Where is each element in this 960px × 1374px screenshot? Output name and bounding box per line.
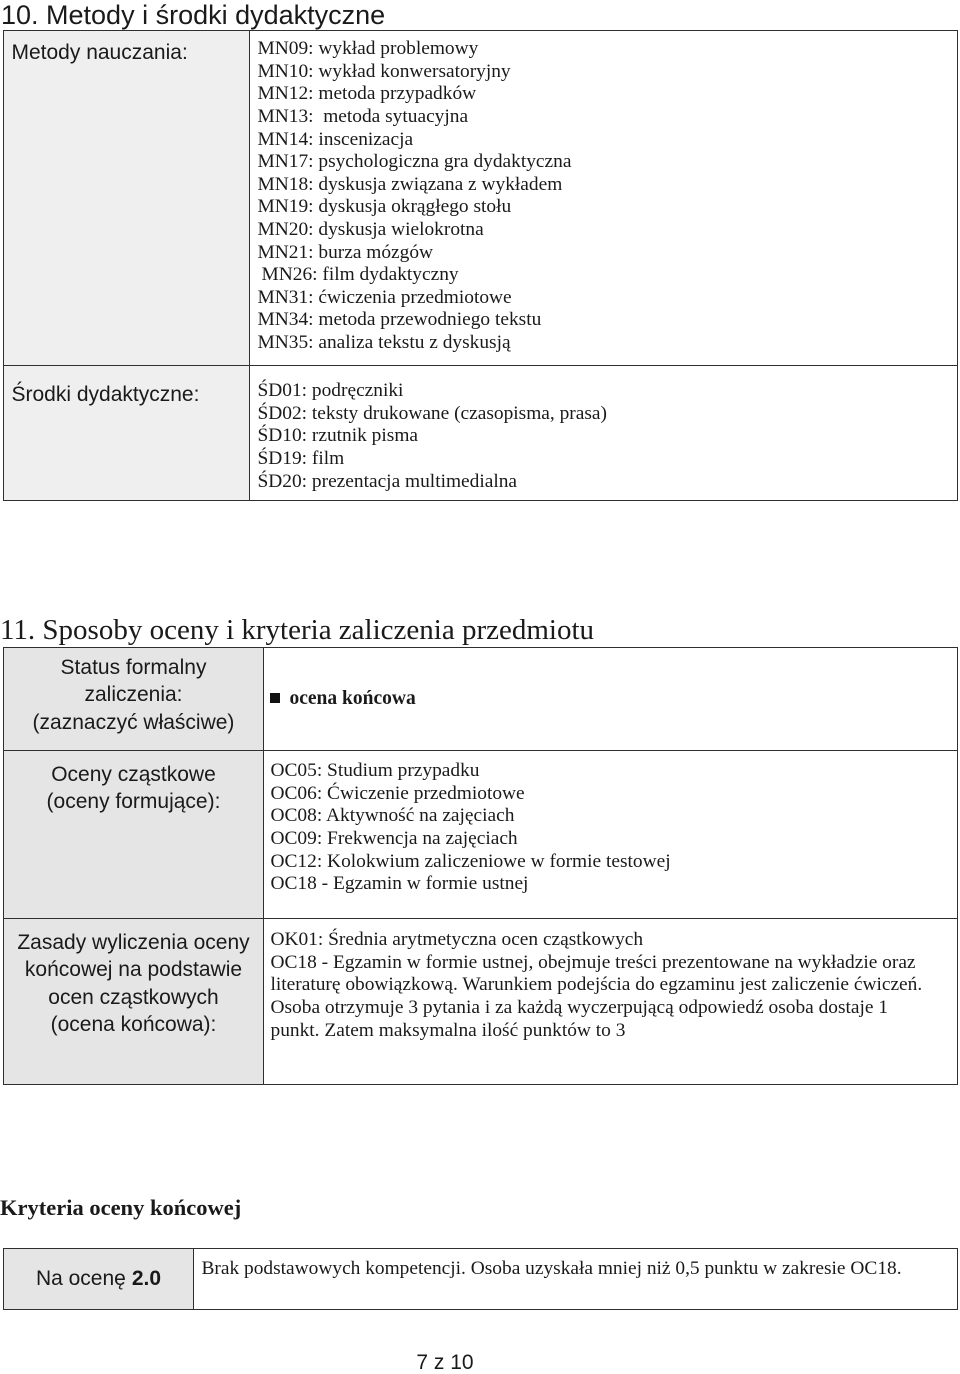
partial-grades-list: [264, 751, 957, 919]
label-cell-partial-grades: [4, 751, 264, 919]
label-cell-status: [4, 648, 264, 751]
list-item: OC06: Ćwiczenie przedmiotowe: [270, 782, 525, 804]
label-cell-final-rules: [4, 919, 264, 1084]
grade-description-cell: [194, 1249, 957, 1309]
status-value: ocena końcowa: [289, 688, 416, 709]
text-line: OC18 - Egzamin w formie ustnej, obejmuje treści prezentowane na wykładzie oraz: [270, 951, 916, 973]
list-item: ŚD10: rzutnik pisma: [257, 425, 419, 447]
final-criteria-table: [3, 1248, 958, 1310]
final-rules-label-line: ocen cząstkowych: [48, 985, 219, 1009]
teaching-aids-list: [250, 366, 957, 500]
page-number: 7 z 10: [416, 1351, 474, 1374]
final-rules-label-line: (ocena końcowa):: [50, 1013, 217, 1037]
section-heading-assessment: 11. Sposoby oceny i kryteria zaliczenia przedmiotu: [0, 614, 595, 646]
grade-label-cell: [4, 1249, 194, 1309]
list-item: MN19: dyskusja okrągłego stołu: [257, 196, 512, 218]
list-item: ŚD02: teksty drukowane (czasopisma, prasa): [257, 402, 607, 424]
grade-label: Na ocenę: [35, 1267, 126, 1290]
status-label-line: zaliczenia:: [84, 683, 183, 707]
list-item: MN10: wykład konwersatoryjny: [257, 60, 511, 82]
list-item: MN12: metoda przypadków: [257, 83, 477, 105]
text-line: literaturę obowiązkową. Warunkiem podejścia do egzaminu jest zaliczenie ćwiczeń.: [270, 974, 923, 996]
teaching-methods-list: [250, 31, 957, 366]
list-item: MN31: ćwiczenia przedmiotowe: [257, 286, 512, 308]
list-item: MN26: film dydaktyczny: [261, 264, 459, 286]
status-label-line: (zaznaczyć właściwe): [32, 710, 235, 734]
text-line: Osoba otrzymuje 3 pytania i za każdą wyczerpującą odpowiedź osoba dostaje 1: [270, 996, 889, 1018]
square-bullet-icon: [270, 693, 280, 703]
final-rules-text: [264, 919, 957, 1084]
list-item: MN34: metoda przewodniego tekstu: [257, 309, 542, 331]
grade-value: 2.0: [131, 1267, 162, 1290]
partial-label-line: (oceny formujące):: [46, 790, 221, 814]
label-cell-teaching-aids: [4, 366, 250, 500]
list-item: ŚD19: film: [257, 447, 345, 469]
status-label-line: Status formalny: [60, 655, 207, 679]
list-item: MN20: dyskusja wielokrotna: [257, 218, 484, 240]
final-rules-label-line: końcowej na podstawie: [24, 958, 243, 982]
list-item: OC05: Studium przypadku: [270, 760, 480, 782]
teaching-methods-label: Metody nauczania:: [11, 41, 188, 64]
list-item: OC09: Frekwencja na zajęciach: [270, 827, 518, 849]
list-item: OC12: Kolokwium zaliczeniowe w formie testowej: [270, 850, 671, 872]
assessment-table: [3, 647, 958, 1085]
list-item: ŚD01: podręczniki: [257, 380, 404, 402]
list-item: MN21: burza mózgów: [257, 241, 434, 263]
text-line: punkt. Zatem maksymalna ilość punktów to 3: [270, 1019, 626, 1041]
text-line: OK01: Średnia arytmetyczna ocen cząstkowych: [270, 929, 644, 951]
list-item: MN35: analiza tekstu z dyskusją: [257, 331, 511, 353]
partial-label-line: Oceny cząstkowe: [51, 762, 216, 786]
status-value-cell: [264, 648, 957, 751]
section-heading-methods: 10. Metody i środki dydaktyczne: [1, 0, 386, 30]
list-item: OC18 - Egzamin w formie ustnej: [270, 873, 529, 895]
list-item: MN18: dyskusja związana z wykładem: [257, 173, 563, 195]
methods-table: [3, 30, 958, 501]
final-criteria-heading: Kryteria oceny końcowej: [0, 1195, 242, 1220]
label-cell-teaching-methods: [4, 31, 250, 366]
list-item: OC08: Aktywność na zajęciach: [270, 805, 515, 827]
list-item: MN13: metoda sytuacyjna: [257, 105, 469, 127]
list-item: MN17: psychologiczna gra dydaktyczna: [257, 151, 572, 173]
list-item: ŚD20: prezentacja multimedialna: [257, 470, 518, 492]
list-item: MN09: wykład problemowy: [257, 38, 479, 60]
teaching-aids-label: Środki dydaktyczne:: [11, 382, 200, 406]
final-rules-label-line: Zasady wyliczenia oceny: [17, 930, 250, 954]
grade-description: Brak podstawowych kompetencji. Osoba uzyskała mniej niż 0,5 punktu w zakresie OC18.: [201, 1258, 902, 1280]
list-item: MN14: inscenizacja: [257, 128, 414, 150]
